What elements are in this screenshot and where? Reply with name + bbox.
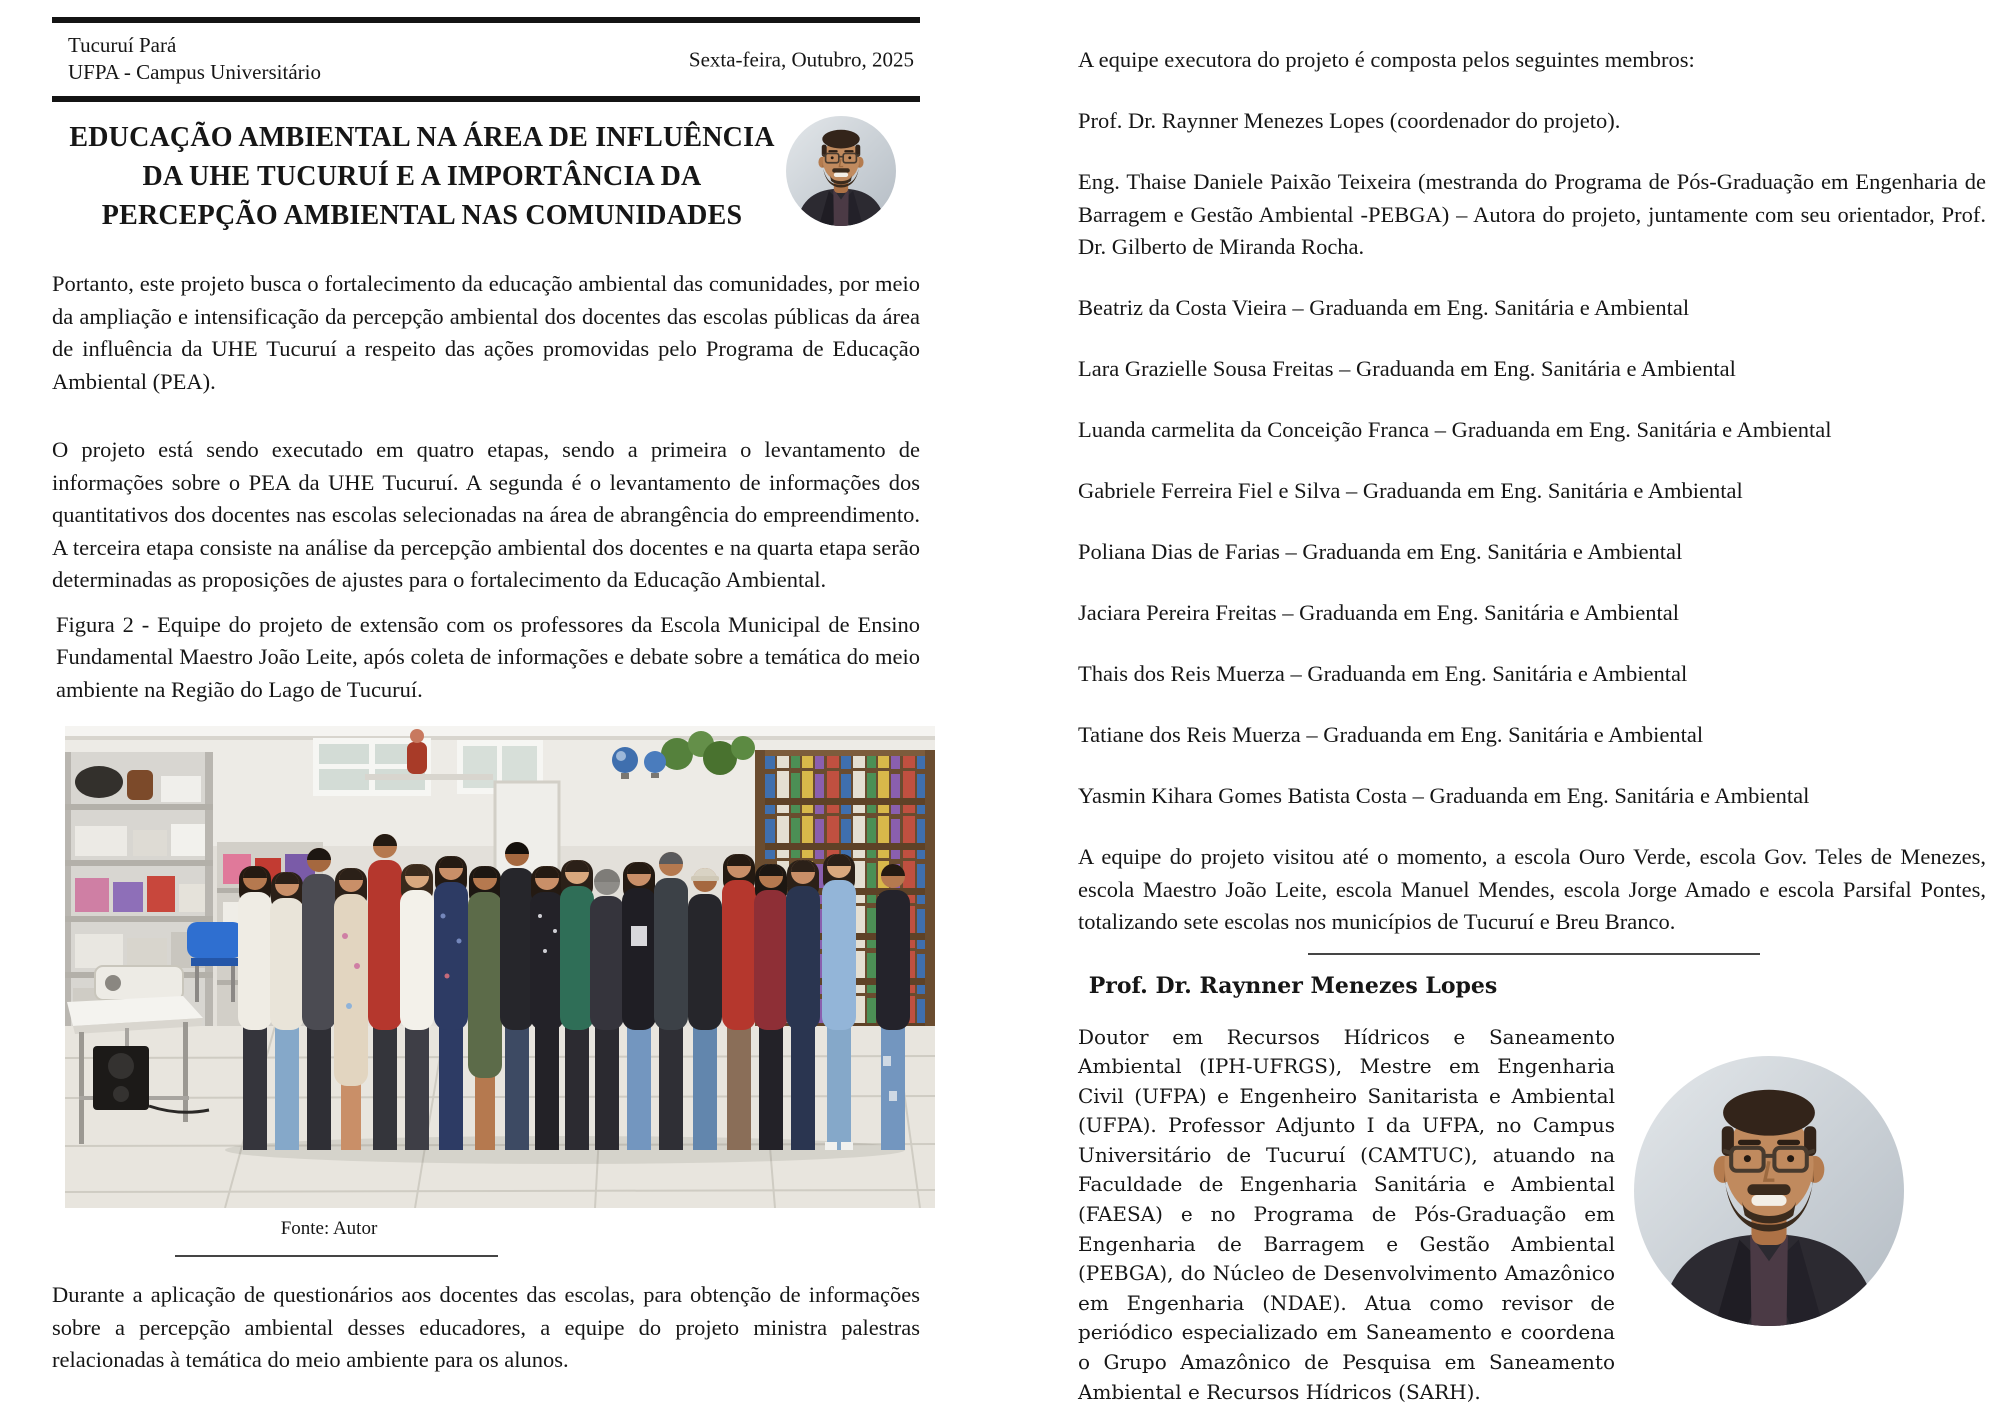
blurred-person — [590, 869, 624, 1150]
team-member-item: Tatiane dos Reis Muerza – Graduanda em Eng. Sanitária e Ambiental — [1078, 722, 1704, 747]
group-photo — [65, 726, 935, 1208]
page-title: EDUCAÇÃO AMBIENTAL NA ÁREA DE INFLUÊNCIA DA UHE TUCURUÍ E A IMPORTÂNCIA DA PERCEPÇÃO AMBIENTAL NAS COMUNIDADES — [69, 122, 775, 231]
closing-paragraph: Durante a aplicação de questionários aos docentes das escolas, para obtenção de informações sobre a percepção ambiental desses educadores, a equipe do projeto ministra palestras relacionadas à temática do meio ambiente para os alunos. — [52, 1282, 920, 1372]
column-divider — [996, 0, 1002, 1414]
title-row — [52, 118, 920, 242]
team-member-item: Luanda carmelita da Conceição Franca – Graduanda em Eng. Sanitária e Ambiental — [1078, 417, 1832, 442]
team-member-item: Thais dos Reis Muerza – Graduanda em Eng. Sanitária e Ambiental — [1078, 661, 1688, 686]
paragraph-stages: O projeto está sendo executado em quatro etapas, sendo a primeira o levantamento de informações sobre o PEA da UHE Tucuruí. A segunda é o levantamento de informações dos quantitativos dos docentes nas escolas selecionadas na área de abrangência do empreendimento. A terceira etapa consiste na análise da percepção ambiental dos docentes e na quarta etapa serão determinadas as proposições de ajustes para o fortalecimento da Educação Ambiental. — [52, 437, 920, 592]
team-member-item: Jaciara Pereira Freitas – Graduanda em Eng. Sanitária e Ambiental — [1078, 600, 1680, 625]
team-intro: A equipe executora do projeto é composta pelos seguintes membros: — [1078, 47, 1695, 72]
left-column — [52, 0, 920, 1377]
profile-bio: Doutor em Recursos Hídricos e Saneamento Ambiental (IPH-UFRGS), Mestre em Engenharia Civil (UFPA) e Engenheiro Sanitarista e Ambiental (UFPA). Professor Adjunto I da UFPA, no Campus Universitário de Tucuruí (CAMTUC), atuando na Faculdade de Engenharia Sanitária e Ambiental (FAESA) e no Programa de Pós-Graduação em Engenharia de Barragem e Gestão Ambiental (PEBGA), do Núcleo de Desenvolvimento Amazônico em Engenharia (NDAE). Atua como revisor de periódico especializado em Saneamento e coordena o Grupo Amazônico de Pesquisa em Saneamento Ambiental e Recursos Hídricos (SARH). — [1078, 1024, 1615, 1404]
portrait-photo-large — [1634, 1056, 1904, 1326]
team-member-item: Beatriz da Costa Vieira – Graduanda em Eng. Sanitária e Ambiental — [1078, 295, 1690, 320]
team-coordinator: Prof. Dr. Raynner Menezes Lopes (coordenador do projeto). — [1078, 108, 1621, 133]
separator-rule — [175, 1255, 498, 1257]
team-member-item: Lara Grazielle Sousa Freitas – Graduanda em Eng. Sanitária e Ambiental — [1078, 356, 1736, 381]
figure-caption: Figura 2 - Equipe do projeto de extensão com os professores da Escola Municipal de Ensino Fundamental Maestro João Leite, após coleta de informações e debate sobre a temática do meio ambiente na Região do Lago de Tucuruí. — [56, 611, 920, 702]
schools-paragraph: A equipe do projeto visitou até o momento, a escola Ouro Verde, escola Gov. Teles de Menezes, escola Maestro João Leite, escola Manuel Mendes, escola Jorge Amado e escola Parsifal Pontes, totalizando sete escolas nos municípios de Tucuruí e Breu Branco. — [1078, 844, 1986, 934]
portrait-photo-small — [786, 116, 896, 226]
right-column — [1078, 0, 1986, 1414]
profile-separator-rule — [1308, 953, 1760, 955]
profile-name: Prof. Dr. Raynner Menezes Lopes — [1088, 972, 1498, 999]
issue-date: Sexta-feira, Outubro, 2025 — [688, 47, 914, 71]
team-member-item: Yasmin Kihara Gomes Batista Costa – Graduanda em Eng. Sanitária e Ambiental — [1078, 783, 1810, 808]
org-campus: UFPA - Campus Universitário — [68, 60, 321, 84]
paragraph-objective: Portanto, este projeto busca o fortalecimento da educação ambiental das comunidades, por meio da ampliação e intensificação da percepção ambiental dos docentes das escolas públicas da área de influência da UHE Tucuruí a respeito das ações promovidas pelo Programa de Educação Ambiental (PEA). — [52, 271, 920, 394]
team-member-item: Gabriele Ferreira Fiel e Silva – Graduanda em Eng. Sanitária e Ambiental — [1078, 478, 1743, 503]
org-name: Tucuruí Pará — [68, 33, 177, 57]
photo-source-caption: Fonte: Autor — [280, 1218, 378, 1239]
masthead — [52, 17, 920, 102]
team-author-paragraph: Eng. Thaise Daniele Paixão Teixeira (mestranda do Programa de Pós-Graduação em Engenharia de Barragem e Gestão Ambiental -PEBGA) – Autora do projeto, juntamente com seu orientador, Prof. Dr. Gilberto de Miranda Rocha. — [1078, 169, 1986, 259]
team-member-item: Poliana Dias de Farias – Graduanda em Eng. Sanitária e Ambiental — [1078, 539, 1683, 564]
